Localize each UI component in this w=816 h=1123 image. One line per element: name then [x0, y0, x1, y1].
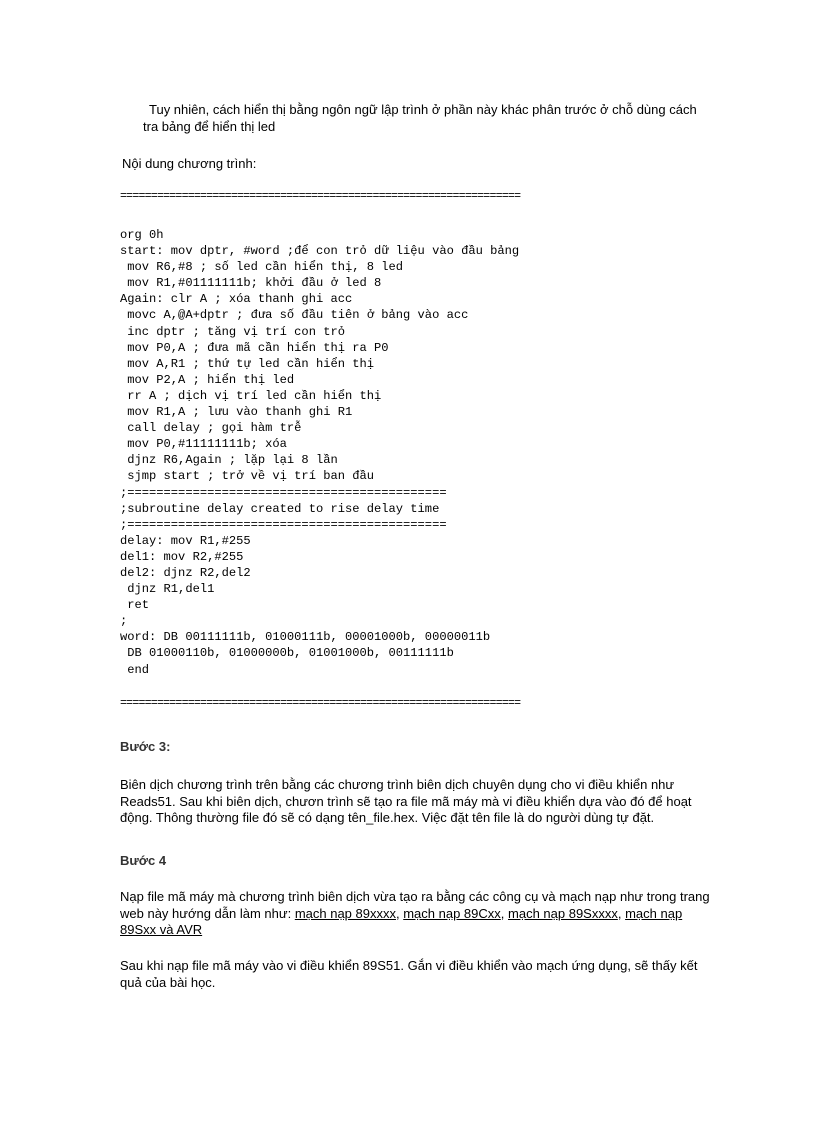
- step-3-heading: Bước 3:: [120, 739, 171, 754]
- link-separator: ,: [500, 905, 509, 921]
- step-4-heading: Bước 4: [120, 853, 167, 868]
- link-separator: ,: [395, 905, 404, 921]
- final-paragraph: Sau khi nạp file mã máy vào vi điều khiển 89S51. Gắn vi điều khiển vào mạch ứng dụng, sẽ thấy kết quả của bài học.: [120, 958, 698, 990]
- link-separator: ,: [617, 905, 626, 921]
- intro-paragraph: [143, 102, 733, 135]
- step-4-paragraph: [120, 889, 720, 939]
- separator-top: =================================================================: [120, 190, 521, 203]
- link-mach-nap-89xxxx[interactable]: mạch nạp 89xxxx: [294, 905, 396, 921]
- separator-bottom: =================================================================: [120, 697, 521, 710]
- link-mach-nap-89cxx[interactable]: mạch nạp 89Cxx: [403, 905, 501, 921]
- intro-line-1: Tuy nhiên, cách hiển thị bằng ngôn ngữ lập trình ở phần này khác phân trước ở chỗ dùng cách: [149, 102, 697, 117]
- link-mach-nap-89sxx-avr[interactable]: mạch nạp 89Sxx và AVR: [120, 905, 683, 937]
- link-mach-nap-89sxxxx[interactable]: mạch nạp 89Sxxxx: [508, 905, 618, 921]
- intro-line-2: tra bảng để hiển thị led: [143, 118, 276, 134]
- assembly-code-block: org 0h start: mov dptr, #word ;để con trỏ dữ liệu vào đầu bảng mov R6,#8 ; số led cần hiển thị, 8 led mov R1,#01111111b; khởi đầu ở led 8 Again: clr A ; xóa thanh ghi acc movc A,@A+dptr ; đưa số đầu tiên ở bảng vào acc inc dptr ; tăng vị trí con trỏ mov P0,A ; đưa mã cần hiển thị ra P0 mov A,R1 ; thứ tự led cần hiển thị mov P2,A ; hiển thị led rr A ; dịch vị trí led cần hiển thị mov R1,A ; lưu vào thanh ghi R1 call delay ; gọi hàm trễ mov P0,#11111111b; xóa djnz R6,Again ; lặp lại 8 lần sjmp start ; trở về vị trí ban đầu ;============================================ ;subroutine delay created to rise delay time ;============================================ delay: mov R1,#255 del1: mov R2,#255 del2: djnz R2,del2 djnz R1,del1 ret ; word: DB 00111111b, 01000111b, 00001000b, 00000011b DB 01000110b, 01000000b, 01001000b, 00111111b end: [120, 228, 520, 677]
- step-3-paragraph: Biên dịch chương trình trên bằng các chương trình biên dịch chuyên dụng cho vi điều khiển như Reads51. Sau khi biên dịch, chươn trình sẽ tạo ra file mã máy mà vi điều khiển dựa vào đó để hoạt động. Thông thường file đó sẽ có dạng tên_file.hex. Việc đặt tên file là do người dùng tự đặt.: [120, 777, 692, 825]
- step-4-text: Nạp file mã máy mà chương trình biên dịch vừa tạo ra bằng các công cụ và mạch nạp như trong trang web này hướng dẫn làm như:: [120, 889, 710, 921]
- program-content-label: Nội dung chương trình:: [122, 156, 257, 171]
